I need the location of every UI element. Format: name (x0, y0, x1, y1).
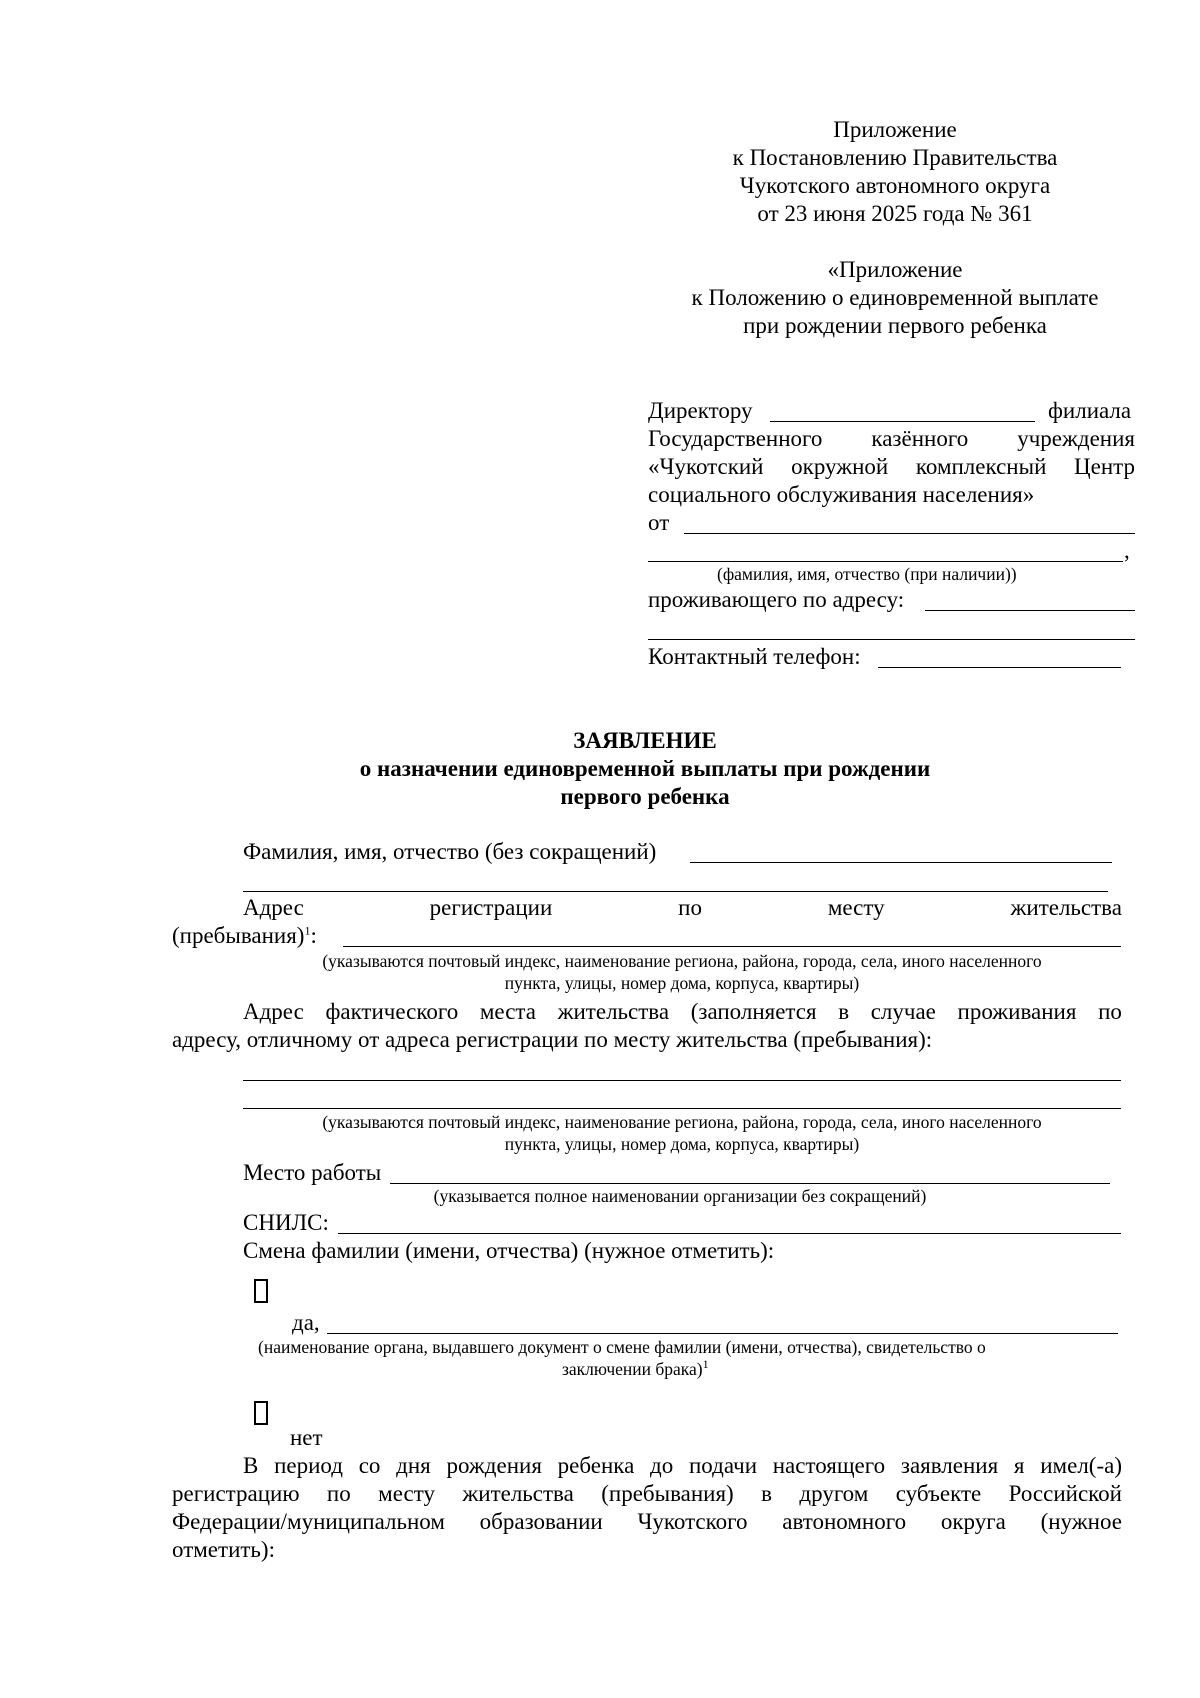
word: жительства (1010, 895, 1122, 920)
word: период (274, 1453, 343, 1478)
word: месту (378, 1481, 435, 1506)
fio-label: Фамилия, имя, отчество (без сокращений) (243, 839, 657, 864)
fio-field-2[interactable] (243, 891, 1108, 892)
footnote-mark: 1 (304, 923, 311, 938)
word: по (1098, 999, 1122, 1024)
word: комплексный (915, 454, 1047, 479)
reg-address-hint-1: (указываются почтовый индекс, наименование региона, района, города, села, иного населенного (322, 951, 1042, 971)
yes-label: да, (292, 1310, 320, 1335)
word: месту (827, 895, 885, 920)
period-line-3 (172, 1508, 1122, 1536)
addressee-line-3 (648, 453, 1135, 481)
work-hint: (указывается полное наименовании организации без сокращений) (433, 1186, 927, 1206)
actual-address-field-1[interactable] (243, 1080, 1121, 1081)
actual-address-field-2[interactable] (243, 1108, 1121, 1109)
yes-hint-2-text: заключении брака) (562, 1359, 703, 1379)
title-main: ЗАЯВЛЕНИЕ (573, 728, 717, 753)
word: Российской (1008, 1481, 1122, 1506)
word: автономного (782, 1509, 907, 1534)
reg-address-label-2 (172, 922, 317, 950)
actual-address-hint-2: пункта, улицы, номер дома, корпуса, квартиры) (504, 1134, 860, 1154)
word: фактического (325, 999, 459, 1024)
reg-address-hint-2: пункта, улицы, номер дома, корпуса, квартиры) (504, 973, 860, 993)
from-fio-field-2[interactable] (648, 561, 1123, 562)
word: субъекте (895, 1481, 982, 1506)
address-field-2[interactable] (648, 639, 1135, 640)
fio-field-1[interactable] (690, 862, 1112, 863)
header-block (660, 116, 1130, 228)
actual-address-hint-1: (указываются почтовый индекс, наименование региона, района, города, села, иного населенного (322, 1112, 1042, 1132)
word: учреждения (1017, 426, 1135, 451)
phone-field[interactable] (878, 667, 1121, 668)
title-line-2: о назначении единовременной выплаты при рождении (359, 756, 931, 781)
word: подачи (688, 1453, 757, 1478)
header-sub-line-3: при рождении первого ребенка (743, 313, 1047, 338)
word: имел(-а) (1040, 1453, 1122, 1478)
actual-address-line-2: адресу, отличному от адреса регистрации по месту жительства (пребывания): (172, 1027, 933, 1052)
comma: , (1124, 538, 1130, 563)
from-label: от (648, 510, 670, 535)
name-change-no-checkbox[interactable] (254, 1401, 268, 1425)
period-line-2 (172, 1480, 1122, 1508)
word: в (838, 999, 850, 1024)
word: заявления (900, 1453, 999, 1478)
name-change-yes-checkbox[interactable] (254, 1279, 268, 1303)
word: Государственного (648, 426, 823, 451)
word: со (358, 1453, 381, 1478)
word: рождения (446, 1453, 542, 1478)
phone-label: Контактный телефон: (648, 644, 861, 669)
word: образовании (479, 1509, 603, 1534)
word: в (761, 1481, 772, 1506)
yes-document-field[interactable] (327, 1333, 1118, 1334)
word: (заполняется (690, 999, 817, 1024)
name-change-label: Смена фамилии (имени, отчества) (нужное отметить): (243, 1238, 775, 1263)
header-line-3: Чукотского автономного округа (739, 173, 1051, 198)
header-line-2: к Постановлению Правительства (732, 145, 1058, 170)
snils-field[interactable] (338, 1233, 1121, 1234)
word: Адрес (243, 999, 304, 1024)
period-line-1 (243, 1452, 1122, 1480)
word: Адрес (243, 895, 304, 920)
work-field[interactable] (390, 1183, 1110, 1184)
word: жительства (462, 1481, 574, 1506)
word: регистрацию (172, 1481, 300, 1506)
word: места (479, 999, 536, 1024)
word: регистрации (429, 895, 553, 920)
fio-hint: (фамилия, имя, отчество (при наличии)) (717, 564, 1017, 584)
from-fio-field-1[interactable] (684, 533, 1135, 534)
addressee-line-2 (648, 425, 1135, 453)
addressee-line-4: социального обслуживания населения» (648, 482, 1035, 507)
period-line-4: отметить): (172, 1537, 275, 1562)
snils-label: СНИЛС: (243, 1210, 329, 1235)
reg-label-text: (пребывания) (172, 923, 305, 948)
word: проживания (957, 999, 1077, 1024)
word: по (678, 895, 702, 920)
header-sub-line-2: к Положению о единовременной выплате (691, 285, 1099, 310)
word: ребенка (557, 1453, 635, 1478)
word: по (326, 1481, 351, 1506)
word: казённого (871, 426, 969, 451)
director-label: Директору (648, 398, 753, 423)
word: другом (799, 1481, 869, 1506)
yes-hint-1: (наименование органа, выдавшего документ о смене фамилии (имени, отчества), свидетельство о (258, 1337, 986, 1357)
word: В (243, 1453, 259, 1478)
word: настоящего (772, 1453, 886, 1478)
word: (нужное (1040, 1509, 1122, 1534)
reg-address-field[interactable] (343, 946, 1121, 947)
yes-hint-2 (562, 1358, 709, 1380)
word: я (1013, 1453, 1025, 1478)
actual-address-line-1 (243, 998, 1122, 1026)
word: жительства (557, 999, 670, 1024)
colon: : (310, 923, 317, 948)
address-label: проживающего по адресу: (648, 587, 905, 612)
work-label: Место работы (243, 1160, 382, 1185)
word: окружной (791, 454, 889, 479)
word: Чукотского (637, 1509, 748, 1534)
address-field-1[interactable] (925, 610, 1135, 611)
word: Центр (1074, 454, 1135, 479)
word: округа (940, 1509, 1006, 1534)
header-sub-line-1: «Приложение (827, 257, 963, 282)
word: Федерации/муниципальном (172, 1509, 445, 1534)
word: случае (870, 999, 936, 1024)
word: «Чукотский (648, 454, 764, 479)
director-name-field[interactable] (770, 421, 1035, 422)
header-line-1: Приложение (833, 117, 957, 142)
title-line-3: первого ребенка (560, 784, 730, 809)
branch-word: филиала (1048, 398, 1132, 423)
word: (пребывания) (601, 1481, 734, 1506)
no-label: нет (290, 1425, 323, 1450)
word: дня (396, 1453, 431, 1478)
header-line-4: от 23 июня 2025 года № 361 (757, 201, 1033, 226)
word: до (650, 1453, 674, 1478)
footnote-mark: 1 (702, 1357, 709, 1372)
reg-address-line-1 (243, 894, 1122, 922)
header-sub-block (660, 256, 1130, 340)
